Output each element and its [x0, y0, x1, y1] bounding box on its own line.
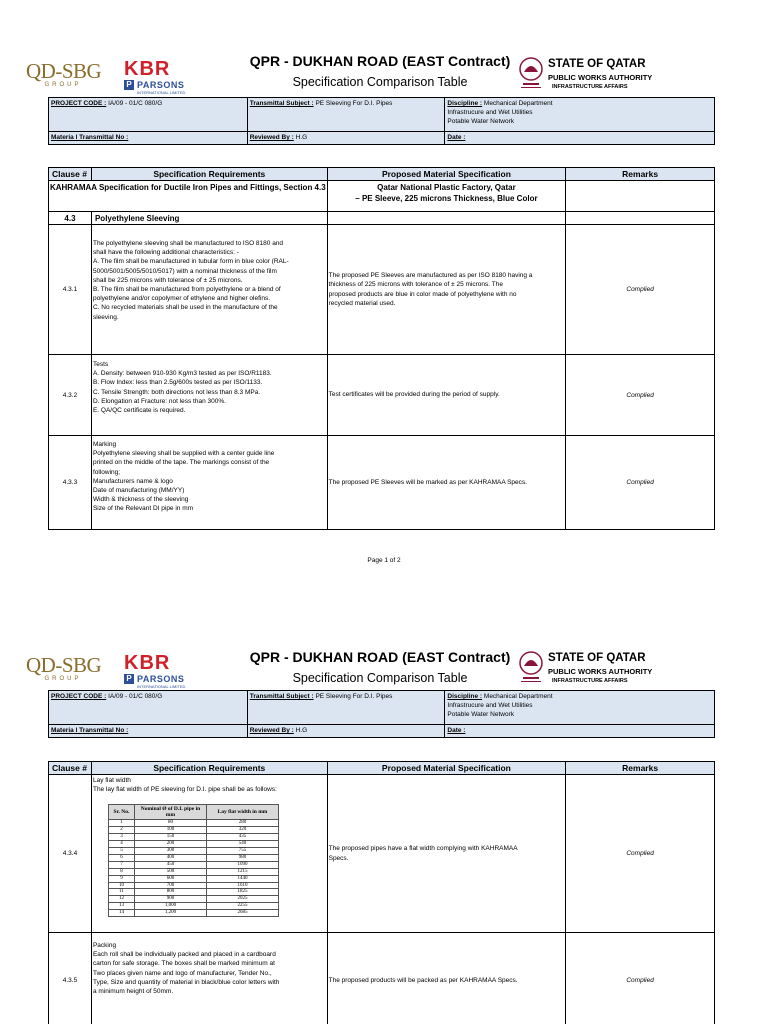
lay-flat-cell: 11: [108, 889, 134, 896]
lay-flat-cell: 13: [108, 903, 134, 910]
lay-flat-cell: 8: [108, 868, 134, 875]
lay-flat-cell: 280: [206, 820, 278, 827]
transmittal-subject-cell: Transmittal Subject : PE Sleeving For D.I. Pipes: [247, 98, 445, 132]
discipline-cell: Discipline : Mechanical Department Infrastrucure and Wet Utilities Potable Water Network: [445, 98, 715, 132]
spec-comparison-table: [48, 167, 715, 530]
remarks-header: Remarks: [566, 168, 715, 181]
qd-sbg-logo: QD-SBG GROUP: [26, 59, 102, 88]
proposed-header: Proposed Material Specification: [327, 762, 566, 775]
lay-flat-cell: 1825: [206, 889, 278, 896]
discipline-cell: Discipline : Mechanical Department Infrastrucure and Wet Utilities Potable Water Network: [445, 691, 715, 725]
transmittal-info-table: [48, 97, 715, 145]
lay-flat-cell: 700: [134, 882, 206, 889]
reviewed-by-cell: Reviewed By : H.G: [247, 725, 445, 738]
proposed-header: Proposed Material Specification: [327, 168, 566, 181]
pwa-logo: STATE OF QATAR PUBLIC WORKS AUTHORITY INFRASTRUCTURE AFFAIRS: [518, 56, 648, 96]
lay-flat-cell: 800: [134, 889, 206, 896]
document-title-block: [200, 52, 560, 90]
lay-flat-cell: 100: [134, 827, 206, 834]
document-title: QPR - DUKHAN ROAD (EAST Contract): [249, 53, 511, 69]
sub-section-number: 4.3: [49, 212, 92, 225]
lay-flat-cell: 14: [108, 910, 134, 917]
spec-header: Specification Requirements: [91, 762, 327, 775]
lay-flat-cell: 320: [206, 827, 278, 834]
lay-flat-row: [108, 903, 278, 910]
lay-flat-cell: 2255: [206, 903, 278, 910]
lay-flat-cell: 7: [108, 861, 134, 868]
lay-flat-row: [108, 889, 278, 896]
lay-flat-cell: 3: [108, 834, 134, 841]
lay-flat-cell: 6: [108, 854, 134, 861]
spec-comparison-table: [48, 761, 715, 1024]
lay-flat-cell: 435: [206, 834, 278, 841]
document-title-block: [200, 648, 560, 686]
qd-sbg-logo: QD-SBG GROUP: [26, 653, 102, 682]
lay-flat-cell: 200: [134, 841, 206, 848]
material-transmittal-cell: Materia l Transmittal No :: [49, 725, 248, 738]
kbr-parsons-logo: KBR P PARSONS INTERNATIONAL LIMITED: [124, 652, 186, 689]
transmittal-info-table: [48, 690, 715, 738]
page-header: [0, 50, 768, 98]
lay-flat-cell: 1090: [206, 861, 278, 868]
lay-flat-cell: 600: [134, 875, 206, 882]
lay-flat-row: [108, 861, 278, 868]
qatar-emblem-icon: [518, 650, 544, 684]
page-header: [0, 644, 768, 692]
lay-flat-row: [108, 820, 278, 827]
status-badge: Complied: [566, 355, 715, 436]
material-transmittal-cell: Materia l Transmittal No :: [49, 132, 248, 145]
document-title: QPR - DUKHAN ROAD (EAST Contract): [249, 649, 511, 665]
clause-header: Clause #: [49, 762, 92, 775]
lay-flat-cell: 5: [108, 848, 134, 855]
project-code-cell: PROJECT CODE : IA/09 - 01/C 080/G: [49, 691, 248, 725]
lay-flat-row: [108, 868, 278, 875]
lay-flat-cell: 9: [108, 875, 134, 882]
section-spec-title: KAHRAMAA Specification for Ductile Iron Pipes and Fittings, Section 4.3: [49, 181, 328, 212]
lay-flat-cell: 80: [134, 820, 206, 827]
lay-flat-row: [108, 854, 278, 861]
reviewed-by-cell: Reviewed By : H.G: [247, 132, 445, 145]
kbr-parsons-logo: KBR P PARSONS INTERNATIONAL LIMITED: [124, 58, 186, 95]
sub-section-title: Polyethylene Sleeving: [91, 212, 327, 225]
qatar-emblem-icon: [518, 56, 544, 90]
table-row: 4.3.5 Packing Each roll shall be individually packed and placed in a cardboard carton for safe storage. The boxes shall be marked minimum at Two places given name and logo of manufacturer, Tender No., Type, Size and quantity of material in black/blue color letters with a minimum height of 50mm. The proposed products will be packed as per KAHRAMAA Specs. Complied: [49, 933, 715, 1024]
lay-flat-cell: 980: [206, 854, 278, 861]
lay-flat-cell: 1,000: [134, 903, 206, 910]
transmittal-subject-cell: Transmittal Subject : PE Sleeving For D.I. Pipes: [247, 691, 445, 725]
lay-flat-width-table: Sr. No. Nominal Ø of D.I. pipe in mm Lay flat width in mm 1 80 280 2 100 320 3 150 435 4 200 540 5 300 755 6 400 980 7 450 1090 8 500 1215 9 600 1440 10 700 1610 11 800 1825 12 900 2025 13 1,000 2255 14 1,200 2685: [108, 804, 279, 917]
lay-flat-cell: 755: [206, 848, 278, 855]
lay-flat-row: [108, 882, 278, 889]
table-row: 4.3.3 Marking Polyethylene sleeving shall be supplied with a center guide line printed on the middle of the tape. The markings consist of the following; Manufacturers name & logo Date of manufacturing (MM/YY) Width & thickness of the sleeving Size of the Relevant DI pipe in mm The proposed PE Sleeves will be marked as per KAHRAMAA Specs. Complied: [49, 436, 715, 530]
spec-header: Specification Requirements: [91, 168, 327, 181]
date-cell: Date :: [445, 725, 715, 738]
lay-flat-cell: 1610: [206, 882, 278, 889]
lay-flat-cell: 4: [108, 841, 134, 848]
lay-flat-cell: 900: [134, 896, 206, 903]
lay-flat-cell: 1,200: [134, 910, 206, 917]
document-subtitle: Specification Comparison Table: [292, 75, 468, 89]
lay-flat-cell: 450: [134, 861, 206, 868]
section-proposed-title: Qatar National Plastic Factory, Qatar – PE Sleeve, 225 microns Thickness, Blue Color: [327, 181, 566, 212]
table-row: 4.3.2 Tests A. Density: between 910-930 Kg/m3 tested as per ISO/R1183. B. Flow Index: less than 2.5g/600s tested as per ISO/1133. C. Tensile Strength: both directions not less than 8.3 MPa. D. Elongation at Fracture: not less than 300%. E. QA/QC certificate is required. Test certificates will be provided during the period of supply. Complied: [49, 355, 715, 436]
lay-flat-cell: 1: [108, 820, 134, 827]
lay-flat-cell: 1440: [206, 875, 278, 882]
table-row: 4.3.4 Lay flat width The lay flat width of PE sleeving for D.I. pipe shall be as follows: Sr. No. Nominal Ø of D.I. pipe in mm Lay flat width in mm 1 80 280 2 100 320 3 150 435 4 200 540 5 300 755 6 400 980 7 450 1090 8 500 1215 9 600 1440 10 700 1610 11 800 1825 12 900 2025 13 1,000 2255 14 1,200 2685 The proposed pipes have a flat width complying with KAHRAMAA Specs. Complied: [49, 775, 715, 933]
status-badge: Complied: [566, 775, 715, 933]
lay-flat-cell: 150: [134, 834, 206, 841]
status-badge: Complied: [566, 225, 715, 355]
lay-flat-cell: 2: [108, 827, 134, 834]
lay-flat-cell: 10: [108, 882, 134, 889]
lay-flat-row: [108, 910, 278, 917]
page-2: [0, 640, 768, 1024]
lay-flat-cell: 2025: [206, 896, 278, 903]
lay-flat-cell: 300: [134, 848, 206, 855]
clause-header: Clause #: [49, 168, 92, 181]
lay-flat-cell: 1215: [206, 868, 278, 875]
lay-flat-row: [108, 834, 278, 841]
table-row: 4.3.1 The polyethylene sleeving shall be manufactured to ISO 8180 and shall have the following additional characteristics: - A. The film shall be manufactured in tubular form in blue color (RAL- 5000/5001/5005/5010/5017) with a nominal thickness of the film shall be 225 microns with tolerance of ± 25 microns. B. The film shall be manufactured from polyethylene or a blend of polyethylene and/or copolymer of ethylene and higher olefins. C. No recycled materials shall be used in the manufacture of the sleeving. The proposed PE Sleeves are manufactured as per ISO 8180 having a thickness of 225 microns with tolerance of ± 25 microns. The proposed products are blue in color made of polyethylene with no recycled material used. Complied: [49, 225, 715, 355]
lay-flat-row: [108, 827, 278, 834]
status-badge: Complied: [566, 436, 715, 530]
lay-flat-cell: 400: [134, 854, 206, 861]
lay-flat-row: [108, 896, 278, 903]
lay-flat-cell: 540: [206, 841, 278, 848]
status-badge: Complied: [566, 933, 715, 1024]
lay-flat-row: [108, 848, 278, 855]
lay-flat-row: [108, 841, 278, 848]
project-code-cell: PROJECT CODE : IA/09 - 01/C 080/G: [49, 98, 248, 132]
page-number: Page 1 of 2: [367, 557, 401, 564]
lay-flat-cell: 12: [108, 896, 134, 903]
lay-flat-row: [108, 875, 278, 882]
document-subtitle: Specification Comparison Table: [292, 671, 468, 685]
date-cell: Date :: [445, 132, 715, 145]
lay-flat-cell: 500: [134, 868, 206, 875]
lay-flat-cell: 2685: [206, 910, 278, 917]
remarks-header: Remarks: [566, 762, 715, 775]
pwa-logo: STATE OF QATAR PUBLIC WORKS AUTHORITY INFRASTRUCTURE AFFAIRS: [518, 650, 648, 690]
